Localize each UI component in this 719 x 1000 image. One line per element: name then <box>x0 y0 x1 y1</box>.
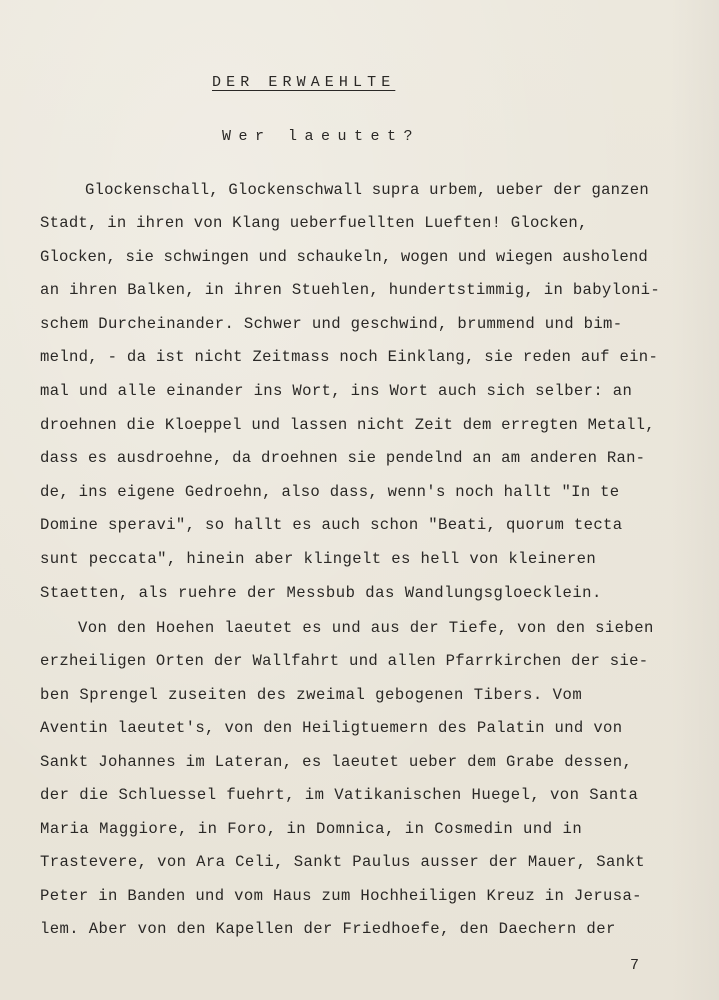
text-line: der die Schluessel fuehrt, im Vatikanischen Huegel, von Santa <box>40 786 639 804</box>
chapter-title: DER ERWAEHLTE <box>212 74 396 91</box>
page-number: 7 <box>630 957 640 974</box>
text-line: dass es ausdroehne, da droehnen sie pendelnd an am anderen Ran- <box>40 449 646 467</box>
paper-edge-shadow <box>671 0 719 1000</box>
text-line: melnd, - da ist nicht Zeitmass noch Einklang, sie reden auf ein- <box>40 348 659 366</box>
text-line: Domine speravi", so hallt es auch schon "Beati, quorum tecta <box>40 516 623 534</box>
text-line: sunt peccata", hinein aber klingelt es hell von kleineren <box>40 550 597 568</box>
text-line: Glockenschall, Glockenschwall supra urbem, ueber der ganzen <box>85 181 649 199</box>
text-line: mal und alle einander ins Wort, ins Wort auch sich selber: an <box>40 382 633 400</box>
text-line: Aventin laeutet's, von den Heiligtuemern des Palatin und von <box>40 719 623 737</box>
text-line: an ihren Balken, in ihren Stuehlen, hundertstimmig, in babyloni- <box>40 281 661 299</box>
text-line: lem. Aber von den Kapellen der Friedhoefe, den Daechern der <box>40 920 616 938</box>
text-line: Stadt, in ihren von Klang ueberfuellten Lueften! Glocken, <box>40 214 588 232</box>
text-line: Glocken, sie schwingen und schaukeln, wogen und wiegen ausholend <box>40 248 648 266</box>
text-line: de, ins eigene Gedroehn, also dass, wenn's noch hallt "In te <box>40 483 620 501</box>
text-line: schem Durcheinander. Schwer und geschwind, brummend und bim- <box>40 315 623 333</box>
text-line: ben Sprengel zuseiten des zweimal gebogenen Tibers. Vom <box>40 686 583 704</box>
text-line: erzheiligen Orten der Wallfahrt und allen Pfarrkirchen der sie- <box>40 652 649 670</box>
text-line: Staetten, als ruehre der Messbub das Wandlungsgloecklein. <box>40 584 602 602</box>
text-line: Trastevere, von Ara Celi, Sankt Paulus ausser der Mauer, Sankt <box>40 853 645 871</box>
text-line: Maria Maggiore, in Foro, in Domnica, in Cosmedin und in <box>40 820 583 838</box>
text-line: Sankt Johannes im Lateran, es laeutet ueber dem Grabe dessen, <box>40 753 633 771</box>
text-line: droehnen die Kloeppel und lassen nicht Zeit dem erregten Metall, <box>40 416 655 434</box>
section-subtitle: Wer laeutet? <box>222 128 421 145</box>
text-line: Peter in Banden und vom Haus zum Hochheiligen Kreuz in Jerusa- <box>40 887 642 905</box>
text-line: Von den Hoehen laeutet es und aus der Tiefe, von den sieben <box>78 619 654 637</box>
